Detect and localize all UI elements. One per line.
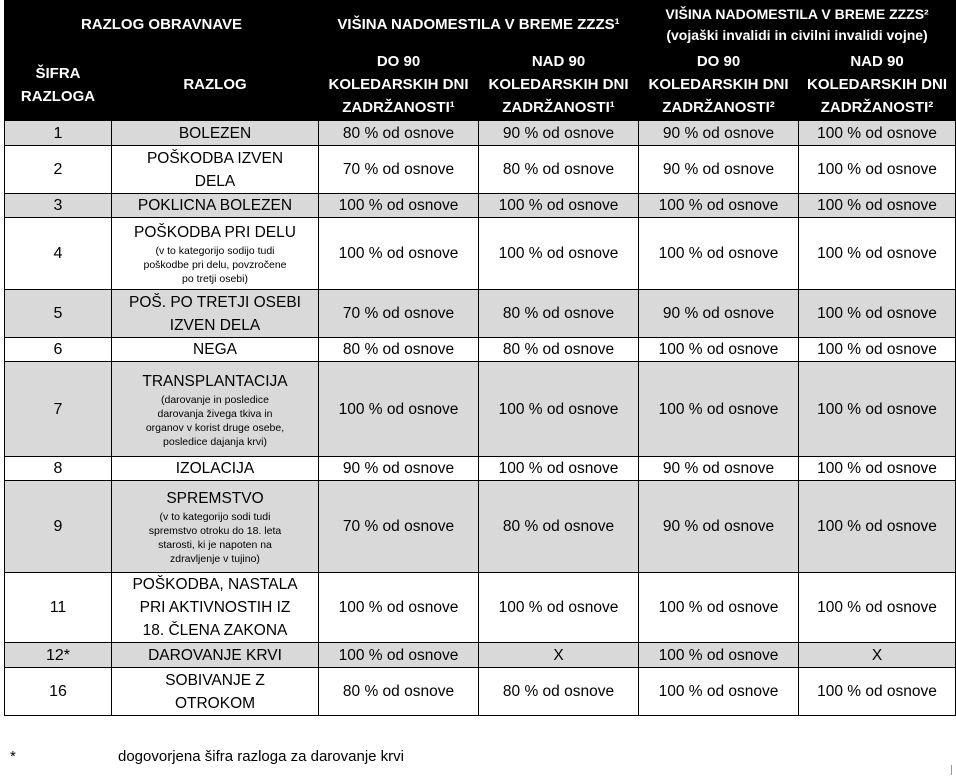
benefit-value: 80 % od osnove [479, 146, 639, 194]
benefit-value: 100 % od osnove [799, 457, 956, 481]
benefit-value: 80 % od osnove [319, 338, 479, 362]
benefit-value: 100 % od osnove [639, 218, 799, 290]
benefit-value: 100 % od osnove [799, 338, 956, 362]
benefit-value: 100 % od osnove [639, 362, 799, 457]
benefit-value: 100 % od osnove [799, 481, 956, 573]
benefit-value: 100 % od osnove [319, 194, 479, 218]
table-row [5, 573, 956, 643]
reason-cell [112, 290, 319, 338]
benefit-value: 100 % od osnove [319, 362, 479, 457]
reason-code: 8 [5, 457, 112, 481]
reason-line: POŠKODBA IZVEN [146, 149, 284, 167]
benefit-value: 80 % od osnove [319, 121, 479, 146]
table-row [5, 338, 956, 362]
benefit-value: 80 % od osnove [479, 668, 639, 716]
header-group-reason: RAZLOG OBRAVNAVE [5, 1, 319, 49]
reason-line: POKLICNA BOLEZEN [137, 197, 293, 214]
reason-cell [112, 146, 319, 194]
reason-line: POŠ. PO TRETJI OSEBI [129, 293, 301, 311]
reason-line: IZOLACIJA [175, 460, 255, 477]
table-row [5, 457, 956, 481]
benefit-value: 70 % od osnove [319, 290, 479, 338]
benefit-value: 80 % od osnove [479, 290, 639, 338]
header-line: ZADRŽANOSTI¹ [342, 99, 455, 116]
footnote-text: dogovorjena šifra razloga za darovanje krvi [118, 748, 404, 765]
reason-note-line: posledice dajanja krvi) [163, 435, 267, 448]
reason-line: 18. ČLENA ZAKONA [142, 622, 288, 639]
reason-line: BOLEZEN [178, 124, 252, 142]
benefit-value: 100 % od osnove [479, 218, 639, 290]
header-line: ZADRŽANOSTI² [662, 99, 775, 116]
table-row [5, 481, 956, 573]
table-row [5, 194, 956, 218]
benefit-value: 100 % od osnove [799, 194, 956, 218]
reason-cell [112, 194, 319, 218]
benefit-value: 100 % od osnove [799, 290, 956, 338]
benefit-value: 100 % od osnove [639, 194, 799, 218]
header-nad90-1 [479, 49, 639, 121]
header-line: KOLEDARSKIH DNI [488, 76, 629, 93]
benefit-value: 80 % od osnove [479, 481, 639, 573]
benefit-value: 90 % od osnove [639, 457, 799, 481]
benefit-value: 100 % od osnove [639, 668, 799, 716]
benefit-value: 100 % od osnove [799, 668, 956, 716]
table-row [5, 290, 956, 338]
header-do90-1 [319, 49, 479, 121]
reason-line: NEGA [193, 341, 237, 358]
reason-code: 11 [5, 573, 112, 643]
header-reason: RAZLOG [112, 49, 319, 121]
reason-note-line: starosti, ki je napoten na [158, 539, 272, 551]
reason-cell [112, 481, 319, 573]
header-group-zzzs2-line2: (vojaški invalidi in civilni invalidi vojne) [666, 26, 928, 43]
reason-cell [112, 643, 319, 668]
reason-cell [112, 668, 319, 716]
reason-code: 1 [5, 121, 112, 146]
header-nad90-2 [799, 49, 956, 121]
benefit-value: 100 % od osnove [479, 573, 639, 643]
benefit-value: 80 % od osnove [479, 338, 639, 362]
benefit-table [4, 0, 956, 716]
benefit-value: 90 % od osnove [639, 481, 799, 573]
header-line: ZADRŽANOSTI² [820, 99, 934, 116]
benefit-value: 90 % od osnove [319, 457, 479, 481]
reason-code: 7 [5, 362, 112, 457]
table-body [5, 121, 956, 716]
reason-cell [112, 457, 319, 481]
benefit-value: 100 % od osnove [799, 218, 956, 290]
table-row [5, 362, 956, 457]
header-group-zzzs2 [639, 1, 956, 49]
benefit-value: 100 % od osnove [799, 121, 956, 146]
reason-note-line: organov v korist druge osebe, [145, 421, 285, 434]
benefit-value: 90 % od osnove [639, 290, 799, 338]
benefit-value: 100 % od osnove [319, 573, 479, 643]
reason-code: 5 [5, 290, 112, 338]
header-line: DO 90 [376, 53, 421, 70]
benefit-value: X [799, 643, 956, 668]
benefit-value: 100 % od osnove [799, 146, 956, 194]
reason-line: OTROKOM [174, 694, 256, 712]
reason-code: 16 [5, 668, 112, 716]
benefit-value: 90 % od osnove [639, 121, 799, 146]
header-line: KOLEDARSKIH DNI [648, 76, 789, 93]
page-edge-mark [951, 765, 956, 775]
benefit-value: 100 % od osnove [479, 362, 639, 457]
benefit-value: 70 % od osnove [319, 146, 479, 194]
reason-note-line: spremstvo otroku do 18. leta [148, 525, 282, 537]
reason-note-line: po tretji osebi) [182, 273, 248, 285]
benefit-value: 100 % od osnove [639, 573, 799, 643]
benefit-value: 90 % od osnove [479, 121, 639, 146]
header-code [5, 49, 112, 121]
benefit-value: 80 % od osnove [319, 668, 479, 716]
reason-cell [112, 362, 319, 457]
header-line: NAD 90 [531, 53, 586, 70]
reason-cell [112, 338, 319, 362]
header-line: DO 90 [696, 53, 741, 70]
reason-line: SOBIVANJE Z [165, 671, 265, 689]
benefit-value: 90 % od osnove [639, 146, 799, 194]
reason-line: IZVEN DELA [169, 316, 261, 334]
reason-note-line: poškodbe pri delu, povzročene [143, 259, 287, 271]
benefit-value: 100 % od osnove [479, 457, 639, 481]
header-group-zzzs2-line1: VIŠINA NADOMESTILA V BREME ZZZS² [665, 5, 929, 22]
table-row [5, 121, 956, 146]
reason-cell [112, 218, 319, 290]
reason-line: POŠKODBA, NASTALA [132, 576, 298, 593]
header-group-zzzs1: VIŠINA NADOMESTILA V BREME ZZZS¹ [319, 1, 639, 49]
table-row [5, 668, 956, 716]
reason-cell [112, 121, 319, 146]
benefit-value: 100 % od osnove [319, 218, 479, 290]
header-line: NAD 90 [850, 53, 904, 70]
reason-code: 9 [5, 481, 112, 573]
benefit-value: 70 % od osnove [319, 481, 479, 573]
reason-code: 3 [5, 194, 112, 218]
reason-line: DELA [194, 172, 236, 190]
header-line: KOLEDARSKIH DNI [328, 76, 469, 93]
reason-code: 4 [5, 218, 112, 290]
table-row [5, 218, 956, 290]
reason-line: DAROVANJE KRVI [148, 646, 282, 664]
table-row [5, 643, 956, 668]
benefit-value: X [479, 643, 639, 668]
table-row [5, 146, 956, 194]
header-do90-2 [639, 49, 799, 121]
reason-line: PRI AKTIVNOSTIH IZ [139, 599, 291, 616]
reason-note-line: (v to kategorijo sodijo tudi [155, 245, 275, 257]
benefit-value: 100 % od osnove [799, 362, 956, 457]
reason-note-line: zdravljenje v tujino) [170, 553, 260, 565]
reason-line: TRANSPLANTACIJA [142, 372, 288, 390]
benefit-value: 100 % od osnove [799, 573, 956, 643]
header-line: ŠIFRA [35, 64, 81, 82]
benefit-value: 100 % od osnove [639, 338, 799, 362]
reason-cell [112, 573, 319, 643]
footnote-mark: * [10, 748, 16, 765]
reason-note-line: (v to kategorijo sodi tudi [159, 511, 271, 523]
header-line: RAZLOGA [20, 87, 96, 105]
benefit-value: 100 % od osnove [479, 194, 639, 218]
header-line: KOLEDARSKIH DNI [807, 76, 948, 93]
reason-code: 6 [5, 338, 112, 362]
reason-note-line: darovanja živega tkiva in [157, 407, 273, 420]
reason-note-line: (darovanje in posledice [161, 393, 269, 406]
reason-code: 2 [5, 146, 112, 194]
reason-line: POŠKODBA PRI DELU [134, 224, 296, 241]
reason-line: SPREMSTVO [166, 490, 264, 507]
benefit-value: 100 % od osnove [639, 643, 799, 668]
reason-code: 12* [5, 643, 112, 668]
header-line: ZADRŽANOSTI¹ [502, 99, 615, 116]
benefit-value: 100 % od osnove [319, 643, 479, 668]
